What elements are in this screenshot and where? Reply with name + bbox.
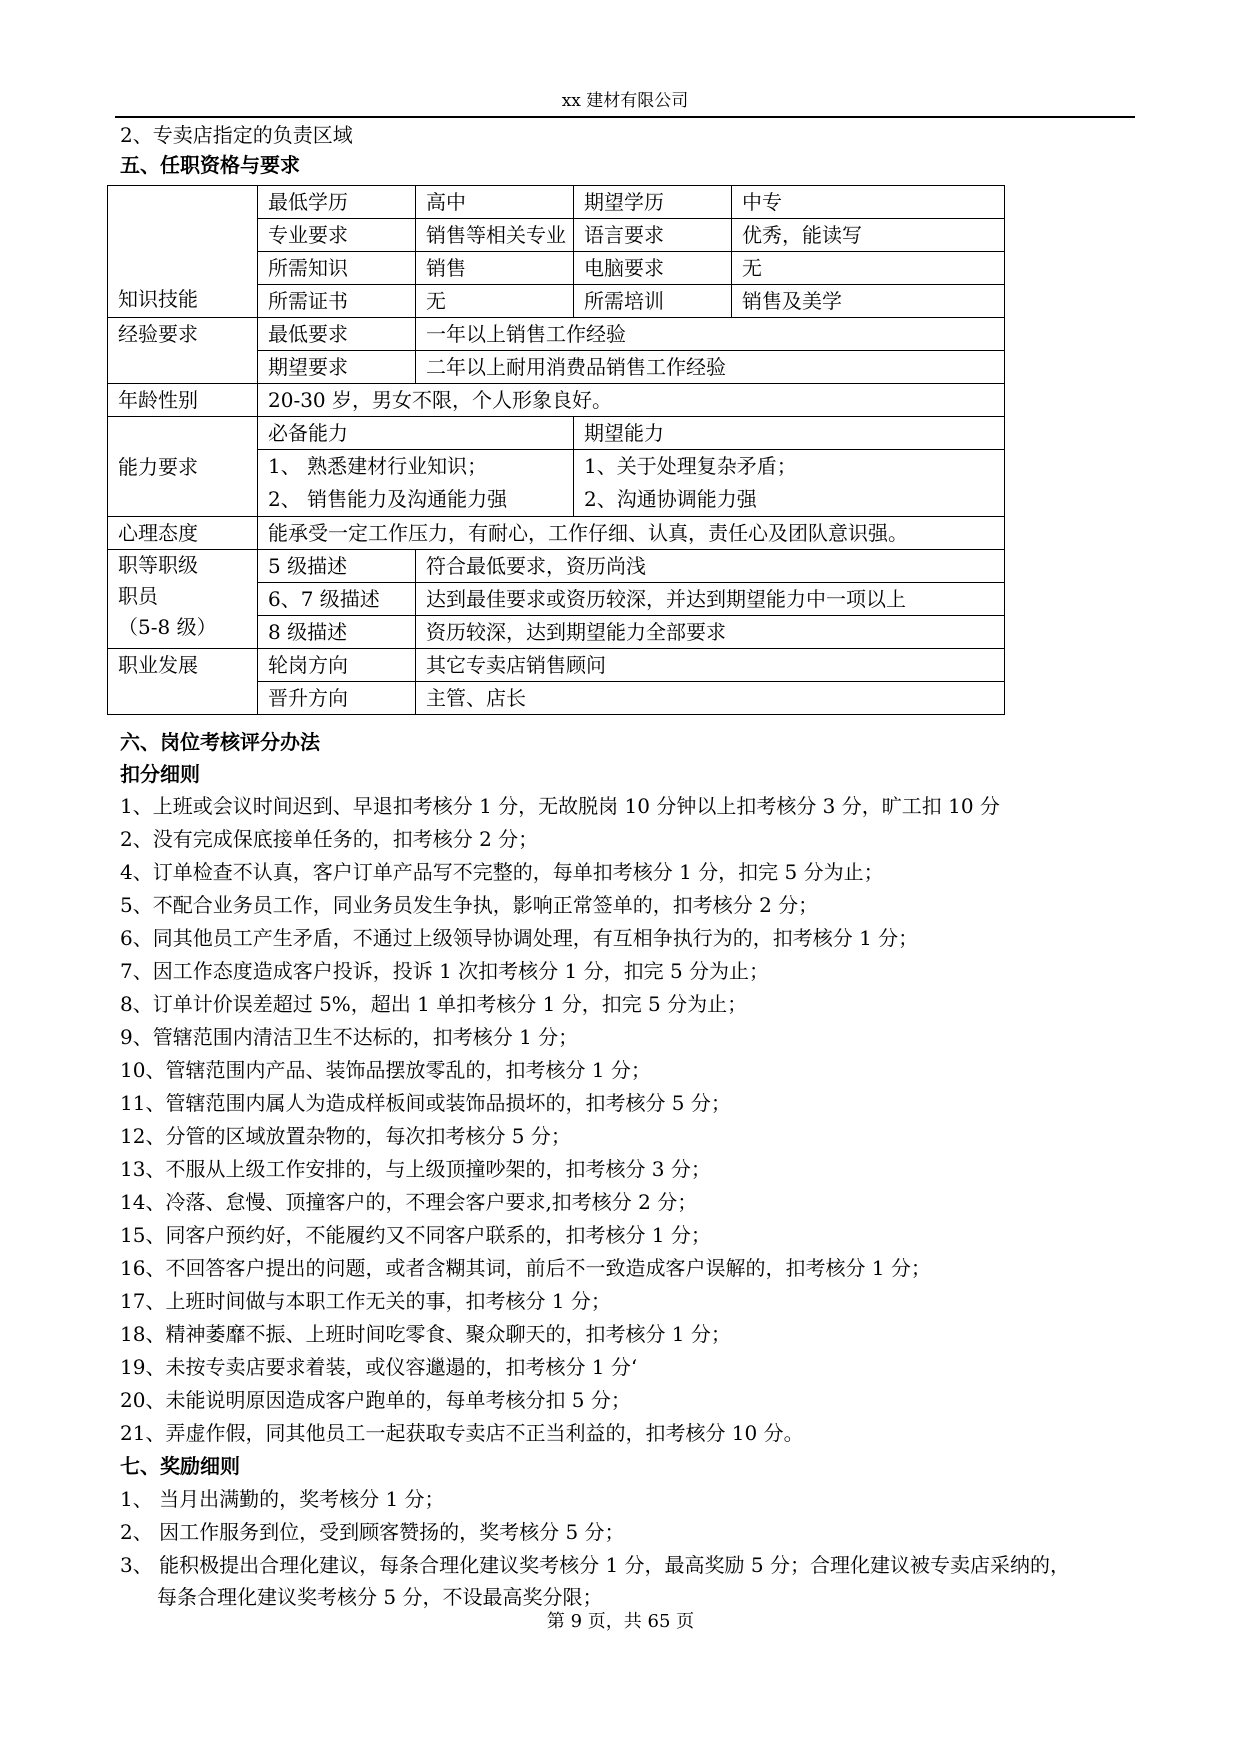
table-row bbox=[108, 550, 1005, 583]
table-cell: 优秀，能读写 bbox=[732, 219, 1005, 252]
table-cell: 所需证书 bbox=[258, 285, 416, 318]
category-age: 年龄性别 bbox=[108, 384, 258, 417]
table-cell: 高中 bbox=[416, 186, 574, 219]
table-cell: 资历较深，达到期望能力全部要求 bbox=[416, 616, 1005, 649]
table-cell: 晋升方向 bbox=[258, 682, 416, 715]
table-cell: 符合最低要求，资历尚浅 bbox=[416, 550, 1005, 583]
table-cell: 20-30 岁，男女不限，个人形象良好。 bbox=[258, 384, 1005, 417]
category-career: 职业发展 bbox=[108, 649, 258, 715]
list-item: 21、弄虚作假，同其他员工一起获取专卖店不正当利益的，扣考核分 10 分。 bbox=[120, 1421, 804, 1445]
page-header bbox=[115, 88, 1135, 118]
table-cell: 8 级描述 bbox=[258, 616, 416, 649]
list-item: 7、因工作态度造成客户投诉，投诉 1 次扣考核分 1 分，扣完 5 分为止； bbox=[120, 959, 770, 983]
table-cell: 轮岗方向 bbox=[258, 649, 416, 682]
table-cell: 无 bbox=[732, 252, 1005, 285]
top-line: 2、专卖店指定的负责区域 bbox=[120, 123, 353, 147]
list-item: 10、管辖范围内产品、装饰品摆放零乱的，扣考核分 1 分； bbox=[120, 1058, 651, 1082]
list-item: 12、分管的区域放置杂物的，每次扣考核分 5 分； bbox=[120, 1124, 571, 1148]
grade-label-line: 职员 bbox=[118, 584, 158, 608]
list-item: 17、上班时间做与本职工作无关的事，扣考核分 1 分； bbox=[120, 1289, 611, 1313]
list-item: 9、管辖范围内清洁卫生不达标的，扣考核分 1 分； bbox=[120, 1025, 579, 1049]
section5-title: 五、任职资格与要求 bbox=[120, 153, 300, 177]
list-item: 19、未按专卖店要求着装，或仪容邋遢的，扣考核分 1 分‘ bbox=[120, 1355, 638, 1379]
list-item: 18、精神萎靡不振、上班时间吃零食、聚众聊天的，扣考核分 1 分； bbox=[120, 1322, 731, 1346]
table-cell: 中专 bbox=[732, 186, 1005, 219]
list-item: 2、沟通协调能力强 bbox=[584, 487, 757, 511]
table-cell: 最低要求 bbox=[258, 318, 416, 351]
table-cell: 达到最佳要求或资历较深，并达到期望能力中一项以上 bbox=[416, 583, 1005, 616]
section6-subtitle: 扣分细则 bbox=[120, 762, 200, 786]
table-cell: 所需培训 bbox=[574, 285, 732, 318]
table-row bbox=[108, 384, 1005, 417]
company-name: xx 建材有限公司 bbox=[561, 91, 689, 111]
table-row bbox=[108, 186, 1005, 219]
list-item: 5、不配合业务员工作，同业务员发生争执，影响正常签单的，扣考核分 2 分； bbox=[120, 893, 819, 917]
table-cell: 一年以上销售工作经验 bbox=[416, 318, 1005, 351]
table-row bbox=[108, 517, 1005, 550]
category-grade bbox=[108, 550, 258, 649]
grade-label-line: 职等职级 bbox=[118, 553, 198, 577]
expected-ability-label: 期望能力 bbox=[574, 417, 1005, 450]
list-item: 4、订单检查不认真，客户订单产品写不完整的，每单扣考核分 1 分，扣完 5 分为止； bbox=[120, 860, 884, 884]
table-row bbox=[108, 649, 1005, 682]
section6-title: 六、岗位考核评分办法 bbox=[120, 730, 320, 754]
table-row bbox=[108, 417, 1005, 450]
table-cell: 能承受一定工作压力，有耐心，工作仔细、认真，责任心及团队意识强。 bbox=[258, 517, 1005, 550]
table-cell: 主管、店长 bbox=[416, 682, 1005, 715]
category-ability: 能力要求 bbox=[108, 417, 258, 517]
list-item: 1、 熟悉建材行业知识； bbox=[268, 454, 488, 478]
table-cell: 6、7 级描述 bbox=[258, 583, 416, 616]
list-item: 2、 销售能力及沟通能力强 bbox=[268, 487, 508, 511]
category-attitude: 心理态度 bbox=[108, 517, 258, 550]
table-cell: 最低学历 bbox=[258, 186, 416, 219]
list-item: 11、管辖范围内属人为造成样板间或装饰品损坏的，扣考核分 5 分； bbox=[120, 1091, 731, 1115]
table-cell: 期望要求 bbox=[258, 351, 416, 384]
requirements-table bbox=[107, 185, 1005, 715]
list-item: 15、同客户预约好，不能履约又不同客户联系的，扣考核分 1 分； bbox=[120, 1223, 711, 1247]
list-item: 16、不回答客户提出的问题，或者含糊其词，前后不一致造成客户误解的，扣考核分 1 分； bbox=[120, 1256, 931, 1280]
category-experience: 经验要求 bbox=[108, 318, 258, 384]
list-item: 1、关于处理复杂矛盾； bbox=[584, 454, 797, 478]
list-item: 1、 当月出满勤的，奖考核分 1 分； bbox=[120, 1487, 445, 1511]
list-item: 8、订单计价误差超过 5%，超出 1 单扣考核分 1 分，扣完 5 分为止； bbox=[120, 992, 748, 1016]
list-item: 13、不服从上级工作安排的，与上级顶撞吵架的，扣考核分 3 分； bbox=[120, 1157, 711, 1181]
table-cell: 期望学历 bbox=[574, 186, 732, 219]
list-item: 1、上班或会议时间迟到、早退扣考核分 1 分，无故脱岗 10 分钟以上扣考核分 3 分，旷工扣 10 分 bbox=[120, 794, 1000, 818]
required-ability-label: 必备能力 bbox=[258, 417, 574, 450]
table-cell: 5 级描述 bbox=[258, 550, 416, 583]
table-row bbox=[108, 318, 1005, 351]
table-cell: 其它专卖店销售顾问 bbox=[416, 649, 1005, 682]
table-cell: 销售等相关专业 bbox=[416, 219, 574, 252]
table-cell: 电脑要求 bbox=[574, 252, 732, 285]
table-cell: 无 bbox=[416, 285, 574, 318]
grade-label-line: （5-8 级） bbox=[118, 615, 217, 639]
table-cell: 销售 bbox=[416, 252, 574, 285]
table-cell: 语言要求 bbox=[574, 219, 732, 252]
required-ability-list bbox=[258, 450, 574, 517]
table-cell: 二年以上耐用消费品销售工作经验 bbox=[416, 351, 1005, 384]
list-item: 6、同其他员工产生矛盾，不通过上级领导协调处理，有互相争执行为的，扣考核分 1 分； bbox=[120, 926, 919, 950]
page-footer: 第 9 页，共 65 页 bbox=[546, 1611, 695, 1632]
list-item: 2、 因工作服务到位，受到顾客赞扬的，奖考核分 5 分； bbox=[120, 1520, 625, 1544]
list-item: 3、 能积极提出合理化建议，每条合理化建议奖考核分 1 分，最高奖励 5 分；合理化建议被专卖店采纳的， bbox=[120, 1553, 1070, 1577]
list-item: 20、未能说明原因造成客户跑单的，每单考核分扣 5 分； bbox=[120, 1388, 631, 1412]
list-item: 2、没有完成保底接单任务的，扣考核分 2 分； bbox=[120, 827, 539, 851]
table-cell: 专业要求 bbox=[258, 219, 416, 252]
table-cell: 销售及美学 bbox=[732, 285, 1005, 318]
expected-ability-list bbox=[574, 450, 1005, 517]
section7-title: 七、奖励细则 bbox=[120, 1454, 240, 1478]
list-item-continuation: 每条合理化建议奖考核分 5 分，不设最高奖分限； bbox=[157, 1585, 603, 1609]
list-item: 14、冷落、怠慢、顶撞客户的，不理会客户要求,扣考核分 2 分； bbox=[120, 1190, 698, 1214]
table-cell: 所需知识 bbox=[258, 252, 416, 285]
category-knowledge: 知识技能 bbox=[108, 186, 258, 318]
